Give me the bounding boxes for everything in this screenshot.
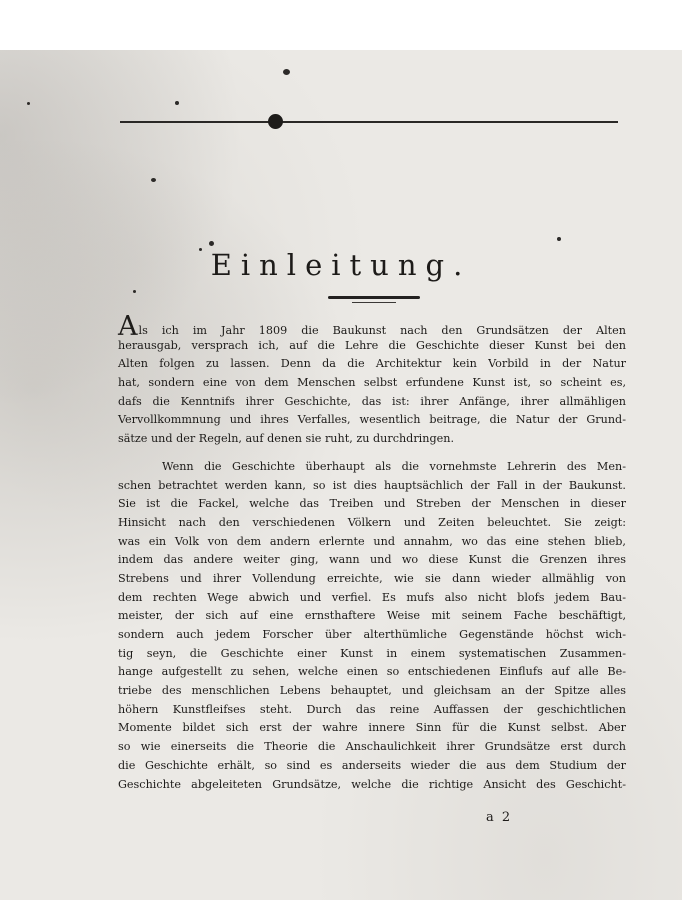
text-line: sondern auch jedem Forscher über alterthümliche Gegenstände höchst wich- [118, 628, 626, 641]
title-ornament-rule [328, 296, 420, 299]
text-line: was ein Volk von dem andern erlernte und annahm, wo das eine stehen blieb, [118, 534, 626, 548]
text-line: Geschichte abgeleiteten Grundsätze, welche die richtige Ansicht des Geschicht- [118, 777, 626, 791]
text-line: so wie einerseits die Theorie die Anschaulichkeit ihrer Grundsätze erst durch [118, 740, 626, 754]
text-line: Hinsicht nach den verschiedenen Völkern und Zeiten beleuchtet. Sie zeigt: [118, 515, 626, 529]
ink-spot [283, 69, 290, 75]
text-line: dem rechten Wege abwich und verfiel. Es mufs also nicht blofs jedem Bau- [118, 590, 626, 604]
text-line: tig seyn, die Geschichte einer Kunst in einem systematischen Zusammen- [118, 646, 626, 660]
text-line: Wenn die Geschichte überhaupt als die vornehmste Lehrerin des Men- [162, 459, 626, 473]
paragraph-gap [118, 449, 626, 458]
text-line: meister, der sich auf eine ernsthaftere Weise mit seinem Fache beschäftigt, [118, 609, 626, 623]
header-rule [120, 121, 618, 123]
text-line: die Geschichte erhält, so sind es anderseits wieder die aus dem Studium der [118, 758, 626, 772]
text-line: Vervollkommnung und ihres Verfalles, wesentlich beitrage, die Natur der Grund- [118, 413, 626, 427]
text-line: hat, sondern eine von dem Menschen selbst erfundene Kunst ist, so scheint es, [118, 376, 626, 390]
text-line: dafs die Kenntnifs ihrer Geschichte, das ist: ihrer Anfänge, ihrer allmähligen [118, 394, 626, 408]
signature-mark: a 2 [486, 810, 513, 825]
text-line: triebe des menschlichen Lebens behauptet, und gleichsam an der Spitze alles [118, 684, 626, 698]
ink-spot [151, 178, 156, 182]
text-line [118, 311, 626, 342]
text-line: herausgab, versprach ich, auf die Lehre die Geschichte dieser Kunst bei den [118, 338, 626, 352]
page-title: Einleitung. [210, 248, 472, 282]
text-line: Sie ist die Fackel, welche das Treiben und Streben der Menschen in dieser [118, 497, 626, 511]
text-line: Strebens und ihrer Vollendung erreichte, wie sie dann wieder allmählig von [118, 571, 626, 585]
drop-cap: A [118, 311, 138, 342]
text-line: hange aufgestellt zu sehen, welche einen so entschiedenen Einflufs auf alle Be- [118, 665, 626, 679]
text-line: höhern Kunstfleifses steht. Durch das reine Auffassen der geschichtlichen [118, 702, 626, 716]
text-line: Momente bildet sich erst der wahre innere Sinn für die Kunst selbst. Aber [118, 721, 626, 735]
text-line: Alten folgen zu lassen. Denn da die Architektur kein Vorbild in der Natur [118, 357, 626, 371]
ink-spot [557, 237, 561, 241]
text-line: sätze und der Regeln, auf denen sie ruht, zu durchdringen. [118, 432, 454, 446]
title-ornament-thin-rule [352, 302, 396, 303]
text-line-content: ls ich im Jahr 1809 die Baukunst nach den Grundsätzen der Alten [138, 324, 626, 337]
header-rule-blot [268, 114, 283, 129]
ink-spot [209, 241, 214, 246]
text-line: schen betrachtet werden kann, so ist dies hauptsächlich der Fall in der Baukunst. [118, 478, 626, 492]
text-line: indem das andere weiter ging, wann und wo diese Kunst die Grenzen ihres [118, 553, 626, 567]
ink-spot [175, 101, 179, 105]
ink-spot [27, 102, 30, 105]
body-text [118, 311, 626, 794]
ink-spot [133, 290, 136, 293]
